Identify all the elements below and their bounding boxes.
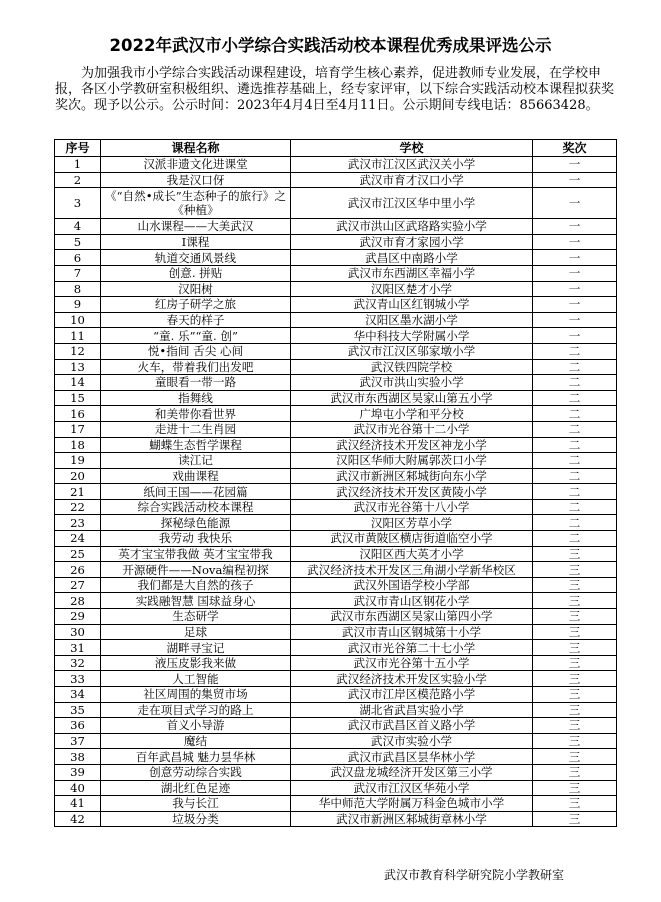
cell-course-name: 百年武昌城 魅力昙华林 [101, 749, 291, 765]
cell-school: 武汉市江汉区武汉关小学 [291, 157, 533, 173]
cell-school: 华中科技大学附属小学 [291, 328, 533, 344]
cell-course-name: 液压皮影我来做 [101, 655, 291, 671]
table-row [55, 406, 617, 422]
cell-school: 武汉市光谷第二十七小学 [291, 640, 533, 656]
cell-no: 3 [55, 188, 101, 219]
cell-course-name: 走进十二生肖园 [101, 421, 291, 437]
cell-no: 1 [55, 157, 101, 173]
cell-award: 一 [533, 250, 617, 266]
results-table [54, 139, 617, 827]
cell-award: 三 [533, 718, 617, 734]
cell-school: 武汉铁四院学校 [291, 359, 533, 375]
cell-no: 33 [55, 671, 101, 687]
cell-school: 武汉市东西湖区吴家山第五小学 [291, 390, 533, 406]
cell-school: 武汉盘龙城经济开发区第三小学 [291, 764, 533, 780]
cell-award: 二 [533, 375, 617, 391]
cell-award: 一 [533, 172, 617, 188]
cell-course-name: 纸间王国——花园篇 [101, 484, 291, 500]
cell-no: 35 [55, 702, 101, 718]
cell-course-name: 生态研学 [101, 609, 291, 625]
table-body [55, 157, 617, 827]
col-header-award: 奖次 [533, 140, 617, 157]
cell-course-name: 走在项目式学习的路上 [101, 702, 291, 718]
issuer-signature: 武汉市教育科学研究院小学教研室 [383, 868, 564, 882]
cell-school: 武汉市江汉区华苑小学 [291, 780, 533, 796]
cell-course-name: 社区周围的集贸市场 [101, 687, 291, 703]
cell-no: 15 [55, 390, 101, 406]
cell-no: 5 [55, 234, 101, 250]
cell-course-name: 汉派非遗文化进课堂 [101, 157, 291, 173]
cell-school: 汉阳区墨水湖小学 [291, 312, 533, 328]
cell-school: 华中师范大学附属万科金色城市小学 [291, 796, 533, 812]
cell-award: 二 [533, 531, 617, 547]
cell-award: 一 [533, 219, 617, 235]
table-row [55, 499, 617, 515]
cell-course-name: 探秘绿色能源 [101, 515, 291, 531]
cell-school: 武汉市实验小学 [291, 733, 533, 749]
cell-no: 27 [55, 577, 101, 593]
cell-school: 武汉外国语学校小学部 [291, 577, 533, 593]
cell-award: 二 [533, 468, 617, 484]
cell-no: 40 [55, 780, 101, 796]
cell-award: 三 [533, 562, 617, 578]
cell-school: 武汉市东西湖区吴家山第四小学 [291, 609, 533, 625]
cell-school: 武汉市东西湖区幸福小学 [291, 265, 533, 281]
cell-no: 24 [55, 531, 101, 547]
cell-course-name: 指舞线 [101, 390, 291, 406]
cell-award: 三 [533, 687, 617, 703]
cell-no: 41 [55, 796, 101, 812]
cell-course-name: 我是汉口伢 [101, 172, 291, 188]
cell-no: 21 [55, 484, 101, 500]
table-row [55, 328, 617, 344]
cell-no: 30 [55, 624, 101, 640]
cell-award: 二 [533, 453, 617, 469]
cell-award: 三 [533, 671, 617, 687]
table-row [55, 172, 617, 188]
cell-course-name: 实践融智慧 国球益身心 [101, 593, 291, 609]
table-row [55, 468, 617, 484]
cell-course-name: 湖畔寻宝记 [101, 640, 291, 656]
cell-school: 武汉市青山区钢花小学 [291, 593, 533, 609]
cell-no: 9 [55, 297, 101, 313]
table-row [55, 297, 617, 313]
cell-course-name: 英才宝宝带我做 英才宝宝带我 [101, 546, 291, 562]
cell-no: 29 [55, 609, 101, 625]
cell-course-name: 童眼看一带一路 [101, 375, 291, 391]
cell-award: 二 [533, 406, 617, 422]
cell-award: 三 [533, 749, 617, 765]
cell-course-name: 火车，带着我们出发吧 [101, 359, 291, 375]
cell-school: 汉阳区西大英才小学 [291, 546, 533, 562]
cell-award: 二 [533, 343, 617, 359]
table-row [55, 188, 617, 219]
table-row [55, 562, 617, 578]
cell-course-name: 垃圾分类 [101, 811, 291, 827]
table-row [55, 375, 617, 391]
cell-school: 武昌区中南路小学 [291, 250, 533, 266]
cell-no: 17 [55, 421, 101, 437]
cell-school: 武汉市育才家园小学 [291, 234, 533, 250]
cell-no: 38 [55, 749, 101, 765]
cell-course-name: 创意. 拼贴 [101, 265, 291, 281]
cell-no: 39 [55, 764, 101, 780]
cell-course-name: 红房子研学之旅 [101, 297, 291, 313]
col-header-no: 序号 [55, 140, 101, 157]
table-row [55, 515, 617, 531]
cell-school: 武汉经济技术开发区三角湖小学新华校区 [291, 562, 533, 578]
cell-no: 19 [55, 453, 101, 469]
cell-course-name: 戏曲课程 [101, 468, 291, 484]
cell-award: 二 [533, 515, 617, 531]
cell-no: 23 [55, 515, 101, 531]
cell-school: 广埠屯小学和平分校 [291, 406, 533, 422]
cell-school: 汉阳区芳草小学 [291, 515, 533, 531]
table-row [55, 655, 617, 671]
cell-award: 三 [533, 609, 617, 625]
cell-course-name: I课程 [101, 234, 291, 250]
table-row [55, 281, 617, 297]
table-row [55, 718, 617, 734]
cell-course-name: 轨道交通风景线 [101, 250, 291, 266]
cell-no: 4 [55, 219, 101, 235]
cell-award: 三 [533, 764, 617, 780]
cell-course-name: 读江记 [101, 453, 291, 469]
table-row [55, 531, 617, 547]
cell-course-name: 和美带你看世界 [101, 406, 291, 422]
cell-award: 一 [533, 265, 617, 281]
cell-course-name: 《“自然•成长”生态种子的旅行》之《种植》 [101, 188, 291, 219]
cell-no: 37 [55, 733, 101, 749]
cell-school: 武汉市新洲区邾城街章林小学 [291, 811, 533, 827]
cell-no: 34 [55, 687, 101, 703]
cell-school: 武汉市光谷第十二小学 [291, 421, 533, 437]
table-row [55, 796, 617, 812]
cell-course-name: 我们都是大自然的孩子 [101, 577, 291, 593]
table-row [55, 733, 617, 749]
cell-school: 武汉市新洲区邾城街向东小学 [291, 468, 533, 484]
cell-school: 武汉市育才汉口小学 [291, 172, 533, 188]
table-row [55, 250, 617, 266]
cell-award: 一 [533, 234, 617, 250]
cell-no: 14 [55, 375, 101, 391]
cell-award: 一 [533, 157, 617, 173]
table-row [55, 687, 617, 703]
cell-school: 湖北省武昌实验小学 [291, 702, 533, 718]
table-row [55, 811, 617, 827]
cell-school: 武汉青山区红钢城小学 [291, 297, 533, 313]
cell-no: 25 [55, 546, 101, 562]
cell-award: 二 [533, 421, 617, 437]
cell-award: 二 [533, 437, 617, 453]
cell-course-name: 开源硬件——Nova编程初探 [101, 562, 291, 578]
cell-school: 武汉市洪山区武珞路实验小学 [291, 219, 533, 235]
cell-school: 武汉市青山区钢城第十小学 [291, 624, 533, 640]
cell-no: 2 [55, 172, 101, 188]
cell-award: 三 [533, 796, 617, 812]
cell-school: 武汉市武昌区昙华林小学 [291, 749, 533, 765]
intro-paragraph: 为加强我市小学综合实践活动课程建设，培育学生核心素养，促进教师专业发展，在学校申报，各区小学教研室积极组织、遴选推荐基础上，经专家评审，以下综合实践活动校本课程拟获奖奖次。现予以公示。公示时间：2023年4月4日至4月11日。公示期间专线电话：85663428。 [55, 66, 615, 113]
cell-course-name: “童. 乐”“童. 创” [101, 328, 291, 344]
cell-no: 16 [55, 406, 101, 422]
cell-no: 36 [55, 718, 101, 734]
cell-no: 28 [55, 593, 101, 609]
cell-award: 一 [533, 188, 617, 219]
cell-award: 三 [533, 593, 617, 609]
table-row [55, 219, 617, 235]
cell-no: 26 [55, 562, 101, 578]
cell-no: 20 [55, 468, 101, 484]
cell-award: 二 [533, 499, 617, 515]
table-row [55, 157, 617, 173]
cell-school: 武汉市江汉区华中里小学 [291, 188, 533, 219]
cell-no: 18 [55, 437, 101, 453]
cell-award: 三 [533, 733, 617, 749]
table-row [55, 453, 617, 469]
table-row [55, 312, 617, 328]
cell-course-name: 春天的样子 [101, 312, 291, 328]
cell-course-name: 我劳动 我快乐 [101, 531, 291, 547]
cell-award: 三 [533, 702, 617, 718]
cell-course-name: 足球 [101, 624, 291, 640]
cell-no: 32 [55, 655, 101, 671]
cell-award: 三 [533, 577, 617, 593]
cell-school: 武汉市光谷第十八小学 [291, 499, 533, 515]
table-row [55, 640, 617, 656]
table-row [55, 390, 617, 406]
cell-no: 7 [55, 265, 101, 281]
cell-school: 武汉市武昌区首义路小学 [291, 718, 533, 734]
cell-course-name: 蝴蝶生态哲学课程 [101, 437, 291, 453]
cell-school: 武汉市江岸区模范路小学 [291, 687, 533, 703]
cell-award: 一 [533, 312, 617, 328]
table-row [55, 265, 617, 281]
cell-no: 6 [55, 250, 101, 266]
cell-award: 三 [533, 640, 617, 656]
cell-school: 武汉市洪山实验小学 [291, 375, 533, 391]
col-header-course: 课程名称 [101, 140, 291, 157]
table-row [55, 624, 617, 640]
cell-award: 二 [533, 390, 617, 406]
table-row [55, 593, 617, 609]
table-row [55, 484, 617, 500]
cell-school: 武汉市江汉区邬家墩小学 [291, 343, 533, 359]
cell-award: 三 [533, 780, 617, 796]
cell-award: 一 [533, 297, 617, 313]
table-row [55, 749, 617, 765]
table-row [55, 234, 617, 250]
cell-no: 13 [55, 359, 101, 375]
col-header-school: 学校 [291, 140, 533, 157]
table-row [55, 343, 617, 359]
cell-course-name: 首义小导游 [101, 718, 291, 734]
table-row [55, 359, 617, 375]
cell-no: 8 [55, 281, 101, 297]
cell-course-name: 汉阳树 [101, 281, 291, 297]
table-row [55, 671, 617, 687]
cell-school: 汉阳区楚才小学 [291, 281, 533, 297]
cell-no: 11 [55, 328, 101, 344]
cell-school: 武汉经济技术开发区黄陵小学 [291, 484, 533, 500]
table-row [55, 764, 617, 780]
cell-school: 武汉经济技术开发区神龙小学 [291, 437, 533, 453]
cell-no: 42 [55, 811, 101, 827]
table-row [55, 437, 617, 453]
table-row [55, 609, 617, 625]
table-row [55, 780, 617, 796]
cell-course-name: 我与长江 [101, 796, 291, 812]
cell-award: 一 [533, 328, 617, 344]
table-row [55, 421, 617, 437]
cell-award: 三 [533, 546, 617, 562]
cell-award: 三 [533, 624, 617, 640]
cell-award: 二 [533, 359, 617, 375]
cell-award: 二 [533, 484, 617, 500]
cell-award: 一 [533, 281, 617, 297]
cell-school: 汉阳区华师大附属郭茨口小学 [291, 453, 533, 469]
table-header-row [55, 140, 617, 157]
cell-course-name: 悦•指间 舌尖 心间 [101, 343, 291, 359]
cell-course-name: 山水课程——大美武汉 [101, 219, 291, 235]
cell-award: 三 [533, 655, 617, 671]
cell-course-name: 湖北红色足迹 [101, 780, 291, 796]
cell-course-name: 人工智能 [101, 671, 291, 687]
page-title: 2022年武汉市小学综合实践活动校本课程优秀成果评选公示 [109, 36, 552, 55]
cell-school: 武汉市黄陂区横店街道临空小学 [291, 531, 533, 547]
table-row [55, 702, 617, 718]
cell-course-name: 魔结 [101, 733, 291, 749]
cell-school: 武汉经济技术开发区实验小学 [291, 671, 533, 687]
table-row [55, 546, 617, 562]
table-row [55, 577, 617, 593]
cell-no: 31 [55, 640, 101, 656]
cell-school: 武汉市光谷第十五小学 [291, 655, 533, 671]
cell-no: 10 [55, 312, 101, 328]
cell-award: 三 [533, 811, 617, 827]
cell-course-name: 创意劳动综合实践 [101, 764, 291, 780]
cell-no: 22 [55, 499, 101, 515]
cell-no: 12 [55, 343, 101, 359]
cell-course-name: 综合实践活动校本课程 [101, 499, 291, 515]
